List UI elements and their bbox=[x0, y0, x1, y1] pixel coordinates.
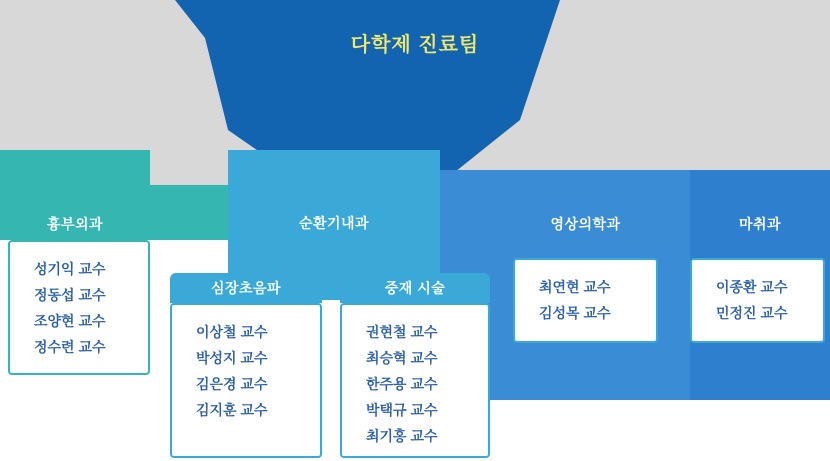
member-name: 박택규 교수 bbox=[366, 402, 438, 418]
dept-header-anesthesiology: 마취과 bbox=[738, 216, 782, 232]
member-name: 권현철 교수 bbox=[366, 324, 438, 340]
member-name: 이종환 교수 bbox=[716, 279, 788, 295]
member-name: 성기익 교수 bbox=[34, 261, 106, 277]
diagram-title: 다학제 진료팀 bbox=[350, 34, 480, 56]
subgroup-header-intervention: 중재 시술 bbox=[340, 273, 490, 303]
member-name: 정동섭 교수 bbox=[34, 287, 106, 303]
teal-connector-shape bbox=[150, 185, 230, 240]
member-box-intervention bbox=[340, 303, 490, 458]
member-name: 최기홍 교수 bbox=[366, 428, 438, 444]
member-name: 이상철 교수 bbox=[196, 324, 268, 340]
member-box-anesthesiology bbox=[690, 258, 825, 343]
dept-header-radiology: 영상의학과 bbox=[550, 216, 621, 232]
member-name: 김은경 교수 bbox=[196, 376, 268, 392]
member-name: 박성지 교수 bbox=[196, 350, 268, 366]
member-box-radiology bbox=[513, 258, 658, 343]
dept-header-circulatory-medicine: 순환기내과 bbox=[228, 208, 440, 238]
member-name: 한주용 교수 bbox=[366, 376, 438, 392]
member-box-thoracic-surgery bbox=[8, 240, 150, 375]
dept-header-thoracic-surgery: 흉부외과 bbox=[46, 216, 104, 232]
member-name: 최연현 교수 bbox=[539, 279, 611, 295]
member-name: 김지훈 교수 bbox=[196, 402, 268, 418]
member-name: 민정진 교수 bbox=[716, 305, 788, 321]
member-name: 최승혁 교수 bbox=[366, 350, 438, 366]
member-name: 김성목 교수 bbox=[539, 305, 611, 321]
member-name: 정수련 교수 bbox=[34, 339, 106, 355]
member-name: 조양현 교수 bbox=[34, 313, 106, 329]
member-box-echocardiography bbox=[170, 303, 322, 458]
subgroup-header-echocardiography: 심장초음파 bbox=[170, 273, 322, 303]
